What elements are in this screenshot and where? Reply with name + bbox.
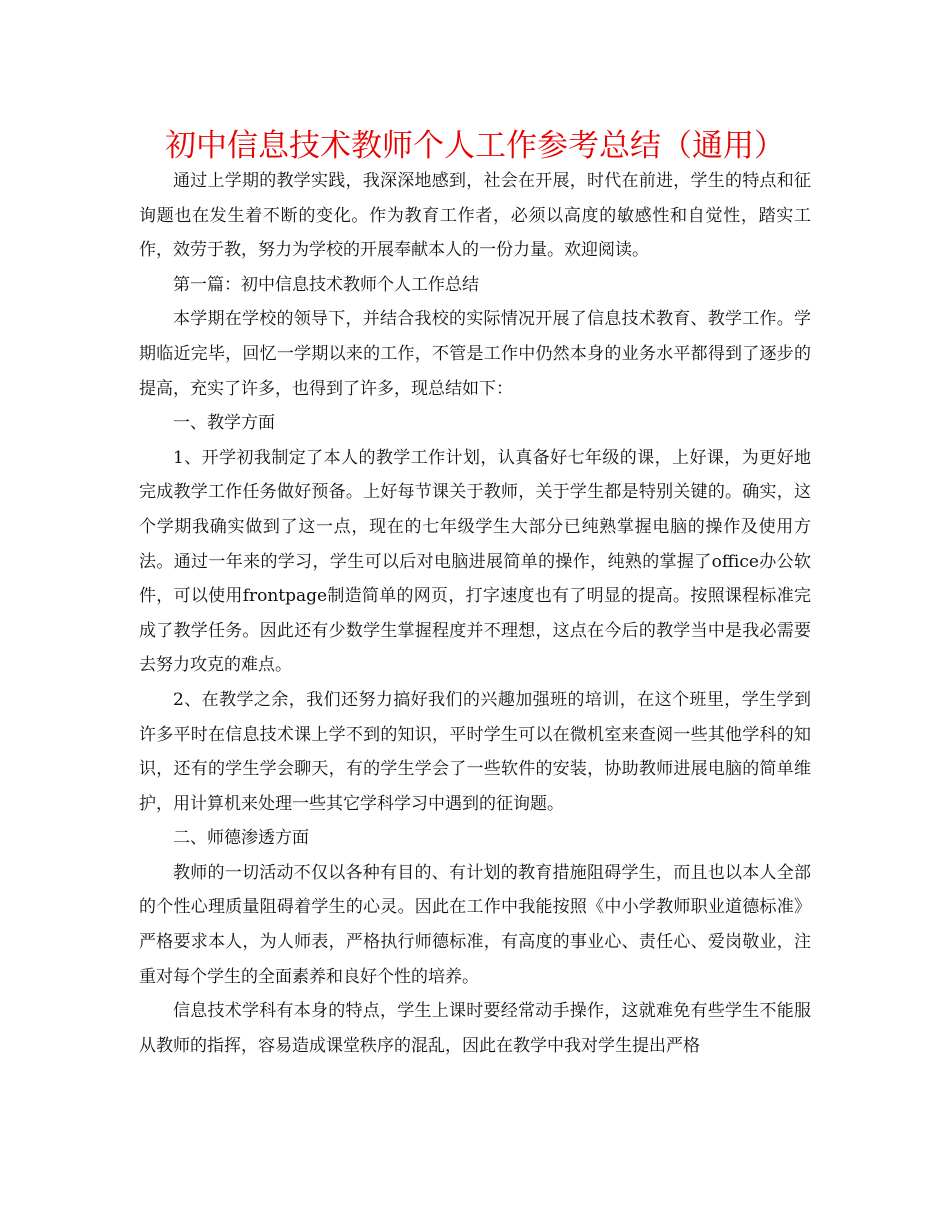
paragraph-intro: 通过上学期的教学实践，我深深地感到，社会在开展，时代在前进，学生的特点和征询题也在发生着不断的变化。作为教育工作者，必须以高度的敏感性和自觉性，踏实工作，效劳于教，努力为学校的开展奉献本人的一份力量。欢迎阅读。 bbox=[139, 171, 811, 261]
paragraph-teaching-point-1: 1、开学初我制定了本人的教学工作计划，认真备好七年级的课，上好课，为更好地完成教学工作任务做好预备。上好每节课关于教师，关于学生都是特别关键的。确实，这个学期我确实做到了这一点，现在的七年级学生大部分已纯熟掌握电脑的操作及使用方法。通过一年来的学习，学生可以后对电脑进展简单的操作，纯熟的掌握了office办公软件，可以使用frontpage制造简单的网页，打字速度也有了明显的提高。按照课程标准完成了教学任务。因此还有少数学生掌握程度并不理想，这点在今后的教学当中是我必需要去努力攻克的难点。 bbox=[139, 447, 811, 676]
section-heading-part-one: 第一篇：初中信息技术教师个人工作总结 bbox=[173, 274, 479, 295]
paragraph-overview: 本学期在学校的领导下，并结合我校的实际情况开展了信息技术教育、教学工作。学期临近完毕，回忆一学期以来的工作，不管是工作中仍然本身的业务水平都得到了逐步的提高，充实了许多，也得到了许多，现总结如下： bbox=[139, 309, 811, 399]
paragraph-ethics: 教师的一切活动不仅以各种有目的、有计划的教育措施阻碍学生，而且也以本人全部的个性心理质量阻碍着学生的心灵。因此在工作中我能按照《中小学教师职业道德标准》严格要求本人，为人师表，严格执行师德标准，有高度的事业心、责任心、爱岗敬业，注重对每个学生的全面素养和良好个性的培养。 bbox=[139, 862, 811, 987]
document-title: 初中信息技术教师个人工作参考总结（通用） bbox=[165, 128, 785, 164]
paragraph-teaching-point-2: 2、在教学之余，我们还努力搞好我们的兴趣加强班的培训，在这个班里，学生学到许多平时在信息技术课上学不到的知识，平时学生可以在微机室来查阅一些其他学科的知识，还有的学生学会聊天，有的学生学会了一些软件的安装，协助教师进展电脑的简单维护，用计算机来处理一些其它学科学习中遇到的征询题。 bbox=[139, 689, 811, 814]
section-heading-ethics: 二、师德渗透方面 bbox=[173, 828, 309, 849]
section-heading-teaching: 一、教学方面 bbox=[173, 413, 275, 434]
paragraph-discipline: 信息技术学科有本身的特点，学生上课时要经常动手操作，这就难免有些学生不能服从教师的指挥，容易造成课堂秩序的混乱，因此在教学中我对学生提出严格 bbox=[139, 1001, 811, 1056]
document-body bbox=[139, 164, 811, 1063]
